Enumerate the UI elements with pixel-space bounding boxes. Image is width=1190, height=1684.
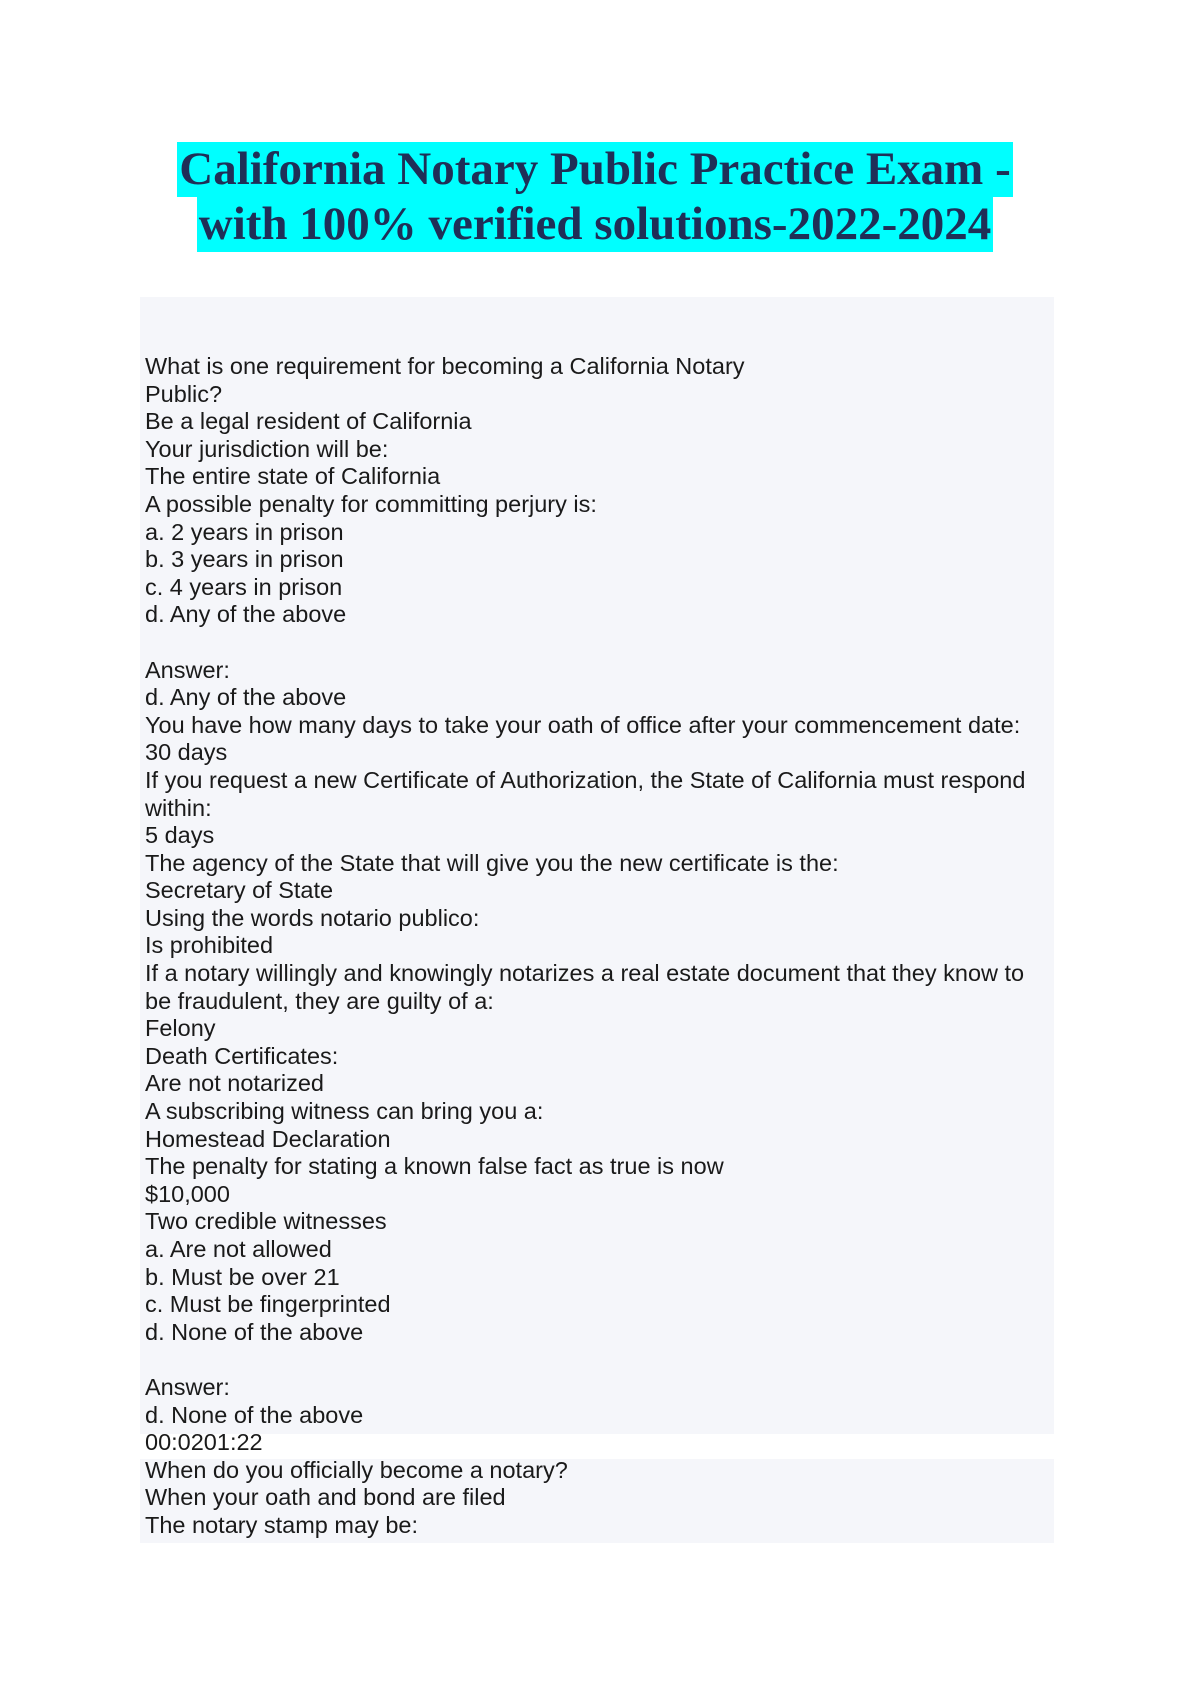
blank-line [145, 629, 1050, 657]
text-line: The penalty for stating a known false fact as true is now [145, 1153, 724, 1180]
title-line-2: with 100% verified solutions-2022-2024 [198, 198, 992, 250]
text-line: Death Certificates: [145, 1042, 339, 1069]
text-line: Is prohibited [145, 932, 274, 959]
text-line: What is one requirement for becoming a California Notary [145, 353, 745, 379]
text-line: a. Are not allowed [145, 1236, 332, 1262]
text-line: A possible penalty for committing perjury is: [145, 490, 597, 517]
text-line: c. Must be fingerprinted [145, 1291, 391, 1318]
text-line: If a notary willingly and knowingly notarizes a real estate document that they know to [145, 960, 1025, 987]
text-line: Secretary of State [145, 877, 334, 904]
text-line: If you request a new Certificate of Authorization, the State of California must respond [145, 766, 1026, 793]
text-line: Two credible witnesses [145, 1208, 387, 1235]
document-title [0, 142, 1190, 252]
text-line: A subscribing witness can bring you a: [145, 1098, 544, 1125]
text-line: b. 3 years in prison [145, 546, 344, 573]
text-line: Felony [145, 1015, 216, 1042]
question-answer-list [145, 353, 1050, 1540]
text-line: d. None of the above [145, 1401, 364, 1428]
text-line: 00:0201:22 [145, 1429, 263, 1456]
text-line: $10,000 [145, 1180, 230, 1207]
title-line-1: California Notary Public Practice Exam - [179, 143, 1011, 195]
text-line: 30 days [145, 739, 228, 766]
text-line: When your oath and bond are filed [145, 1484, 506, 1511]
text-line: d. Any of the above [145, 601, 347, 628]
text-line: be fraudulent, they are guilty of a: [145, 987, 494, 1014]
text-line: d. Any of the above [145, 684, 347, 711]
text-line: Answer: [145, 656, 230, 683]
text-line: Are not notarized [145, 1070, 324, 1097]
blank-line [145, 1346, 1050, 1374]
text-line: Answer: [145, 1373, 230, 1400]
text-line: within: [145, 794, 212, 821]
text-line: The entire state of California [145, 463, 441, 490]
text-line: Be a legal resident of California [145, 408, 472, 435]
text-line: 5 days [145, 822, 215, 849]
text-line: c. 4 years in prison [145, 573, 343, 600]
text-line: Using the words notario publico: [145, 904, 480, 931]
text-line: b. Must be over 21 [145, 1263, 340, 1290]
text-line: The agency of the State that will give you the new certificate is the: [145, 849, 839, 876]
text-line: a. 2 years in prison [145, 518, 344, 545]
text-line: When do you officially become a notary? [145, 1456, 568, 1483]
text-line: Homestead Declaration [145, 1125, 391, 1152]
text-line: You have how many days to take your oath of office after your commencement date: [145, 711, 1021, 738]
text-line: Public? [145, 380, 223, 407]
text-line: d. None of the above [145, 1318, 364, 1345]
text-line: The notary stamp may be: [145, 1511, 418, 1538]
text-line: Your jurisdiction will be: [145, 435, 389, 462]
